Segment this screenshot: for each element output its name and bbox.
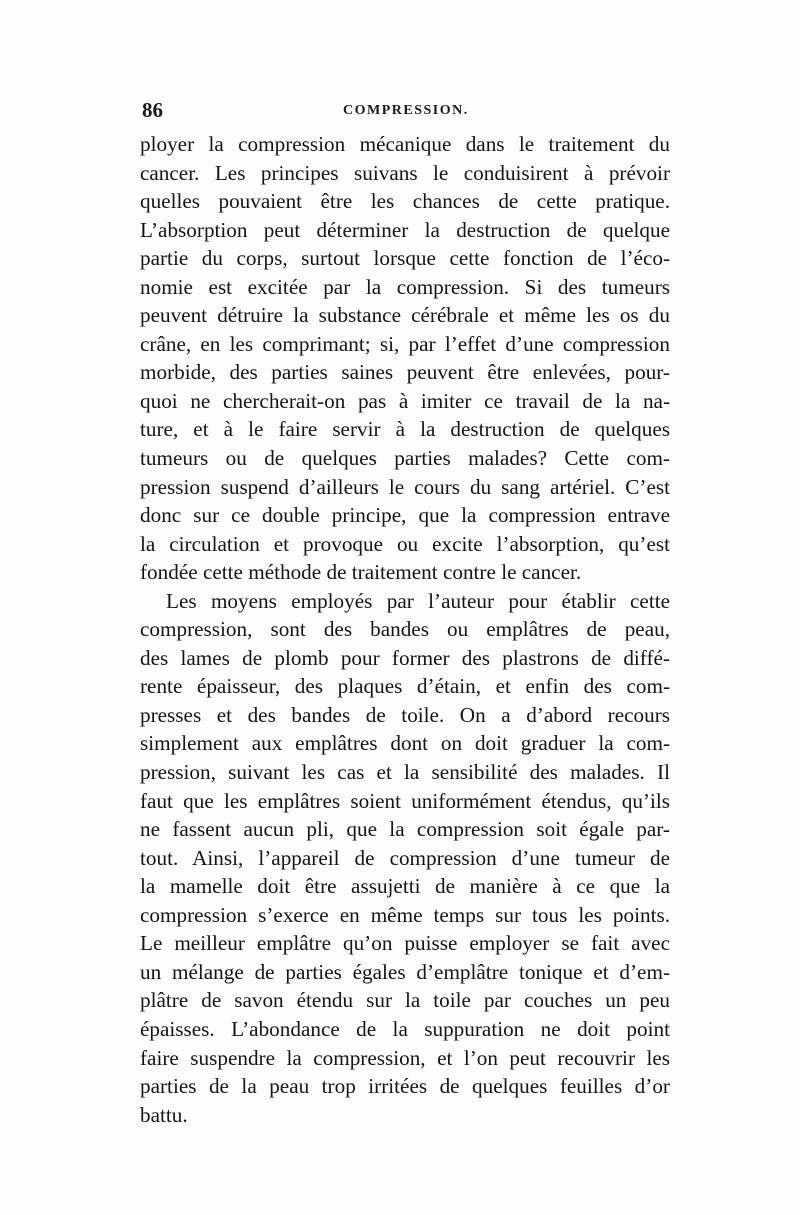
text-line: parties de la peau trop irritées de quelques feuilles d’or [140,1074,670,1099]
text-line: simplement aux emplâtres dont on doit graduer la com- [140,731,670,756]
text-line: Le meilleur emplâtre qu’on puisse employer se fait avec [140,931,670,956]
text-line: nomie est excitée par la compression. Si des tumeurs [140,274,670,299]
page-header [140,98,670,128]
text-line: quoi ne chercherait-on pas à imiter ce travail de la na- [140,388,670,413]
text-line: quelles pouvaient être les chances de cette pratique. [140,189,670,214]
text-line: des lames de plomb pour former des plastrons de diffé- [140,645,670,670]
text-line: morbide, des parties saines peuvent être enlevées, pour- [140,360,670,385]
text-line: ture, et à le faire servir à la destruction de quelques [140,417,670,442]
text-line: épaisses. L’abondance de la suppuration ne doit point [140,1016,670,1041]
text-line: cancer. Les principes suivans le conduisirent à prévoir [140,160,670,185]
body-text [140,130,670,1129]
text-line: compression, sont des bandes ou emplâtres de peau, [140,617,670,642]
text-line: L’absorption peut déterminer la destruction de quelque [140,217,670,242]
text-line: pression suspend d’ailleurs le cours du sang artériel. C’est [140,474,670,499]
text-line: donc sur ce double principe, que la compression entrave [140,503,670,528]
text-line: ne fassent aucun pli, que la compression soit égale par- [140,817,670,842]
text-line: battu. [140,1102,188,1127]
text-line: partie du corps, surtout lorsque cette fonction de l’éco- [140,246,670,271]
text-line: ployer la compression mécanique dans le traitement du [140,132,670,156]
text-line: presses et des bandes de toile. On a d’abord recours [140,702,670,727]
page-number: 86 [142,98,163,122]
text-line: plâtre de savon étendu sur la toile par couches un peu [140,988,670,1013]
text-line: Les moyens employés par l’auteur pour établir cette [166,588,670,613]
text-line: faire suspendre la compression, et l’on peut recouvrir les [140,1045,670,1070]
text-line: crâne, en les comprimant; si, par l’effet d’une compression [140,331,670,356]
text-line: pression, suivant les cas et la sensibilité des malades. Il [140,760,670,785]
running-head: COMPRESSION. [343,103,469,118]
text-line: rente épaisseur, des plaques d’étain, et enfin des com- [140,674,670,699]
text-line: un mélange de parties égales d’emplâtre tonique et d’em- [140,959,670,984]
text-line: peuvent détruire la substance cérébrale et même les os du [140,303,670,328]
text-line: compression s’exerce en même temps sur tous les points. [140,902,670,927]
text-line: la circulation et provoque ou excite l’absorption, qu’est [140,531,670,556]
text-line: la mamelle doit être assujetti de manière à ce que la [140,874,670,899]
text-line: fondée cette méthode de traitement contre le cancer. [140,560,582,585]
text-line: tout. Ainsi, l’appareil de compression d’une tumeur de [140,845,670,870]
text-line: tumeurs ou de quelques parties malades? Cette com- [140,446,670,471]
text-line: faut que les emplâtres soient uniformément étendus, qu’ils [140,788,670,813]
